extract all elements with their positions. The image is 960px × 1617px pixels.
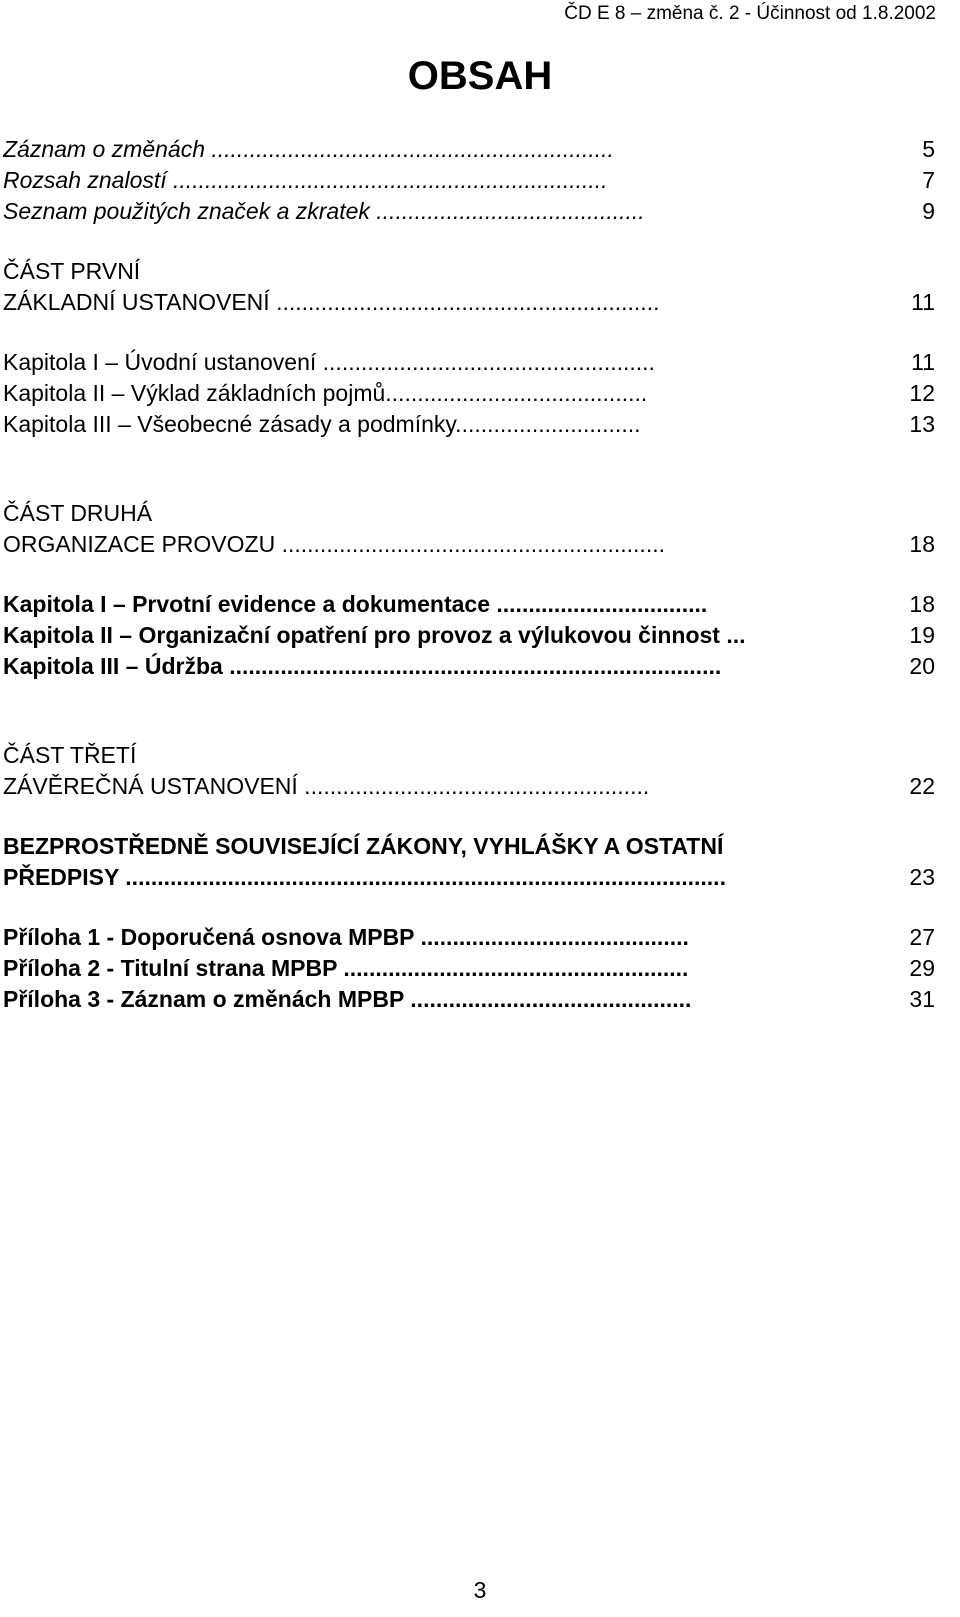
toc-entry-text: PŘEDPISY ..............................................................................................: [3, 864, 726, 890]
toc-page-number: 18: [909, 531, 935, 557]
toc-entry-part1[interactable]: [3, 287, 960, 318]
toc-part-title: ČÁST DRUHÁ: [3, 500, 153, 526]
toc-page-number: 27: [909, 924, 935, 950]
toc-entry-text: Seznam použitých značek a zkratek ..........................................: [3, 198, 645, 224]
page-number: 3: [473, 1577, 487, 1603]
toc-page-number: 13: [909, 411, 935, 437]
page-title: OBSAH: [407, 54, 553, 98]
toc-entry-chapter[interactable]: [3, 589, 960, 620]
toc-entry-text: Kapitola II – Organizační opatření pro provoz a výlukovou činnost ...: [3, 622, 746, 648]
toc-page-number: 19: [909, 622, 935, 648]
toc-entry-text: Příloha 1 - Doporučená osnova MPBP ..........................................: [3, 924, 689, 950]
toc-page-number: 9: [922, 198, 935, 224]
toc-entry-text: Kapitola I – Úvodní ustanovení ....................................................: [3, 349, 655, 375]
toc-part-title: ČÁST PRVNÍ: [3, 258, 141, 284]
toc-part-heading: [3, 498, 960, 529]
toc-entry-chapter[interactable]: [3, 378, 960, 409]
toc-entry-part3[interactable]: [3, 771, 960, 802]
toc-entry-text: BEZPROSTŘEDNĚ SOUVISEJÍCÍ ZÁKONY, VYHLÁŠKY A OSTATNÍ: [3, 833, 724, 859]
toc-page-number: 29: [909, 955, 935, 981]
toc-part-heading: [3, 256, 960, 287]
toc-entry-chapter[interactable]: [3, 651, 960, 682]
toc-entry-chapter[interactable]: [3, 620, 960, 651]
running-header: ČD E 8 – změna č. 2 - Účinnost od 1.8.2002: [564, 3, 936, 24]
toc-page-number: 11: [911, 289, 935, 315]
toc-page-number: 22: [909, 773, 935, 799]
toc-entry-chapter[interactable]: [3, 347, 960, 378]
toc-page-number: 5: [922, 136, 935, 162]
toc-entry-text: Rozsah znalostí ....................................................................: [3, 167, 608, 193]
toc-page-number: 23: [909, 864, 935, 890]
toc-part-title: ČÁST TŘETÍ: [3, 742, 137, 768]
toc-page-number: 20: [909, 653, 935, 679]
toc-entry-text: Kapitola III – Údržba .............................................................................: [3, 653, 722, 679]
toc-entry-abbreviations[interactable]: [3, 196, 960, 227]
toc-entry-chapter[interactable]: [3, 409, 960, 440]
toc-entry-text: Kapitola III – Všeobecné zásady a podmínky.............................: [3, 411, 641, 437]
toc-entry-text: Kapitola II – Výklad základních pojmů.........................................: [3, 380, 648, 406]
toc-related-heading: [3, 831, 960, 862]
toc-entry-text: Příloha 3 - Záznam o změnách MPBP ............................................: [3, 986, 692, 1012]
toc-page-number: 12: [909, 380, 935, 406]
toc-entry-text: Kapitola I – Prvotní evidence a dokumentace .................................: [3, 591, 708, 617]
toc-entry-part2[interactable]: [3, 529, 960, 560]
toc-entry-text: Záznam o změnách ...............................................................: [3, 136, 614, 162]
toc-entry-text: Příloha 2 - Titulní strana MPBP ......................................................: [3, 955, 689, 981]
toc-entry-annex[interactable]: [3, 953, 960, 984]
toc-entry-text: ZÁKLADNÍ USTANOVENÍ ............................................................: [3, 289, 660, 315]
toc-page-number: 31: [909, 986, 935, 1012]
toc-entry-text: ZÁVĚREČNÁ USTANOVENÍ ......................................................: [3, 773, 650, 799]
toc-entry-text: ORGANIZACE PROVOZU ............................................................: [3, 531, 665, 557]
toc-entry-related-regulations[interactable]: [3, 862, 960, 893]
table-of-contents: [3, 134, 960, 1015]
toc-page-number: 7: [922, 167, 935, 193]
toc-entry-knowledge-scope[interactable]: [3, 165, 960, 196]
toc-entry-annex[interactable]: [3, 984, 960, 1015]
toc-entry-annex[interactable]: [3, 922, 960, 953]
toc-page-number: 18: [909, 591, 935, 617]
toc-entry-change-record[interactable]: [3, 134, 960, 165]
toc-part-heading: [3, 740, 960, 771]
toc-page-number: 11: [911, 349, 935, 375]
